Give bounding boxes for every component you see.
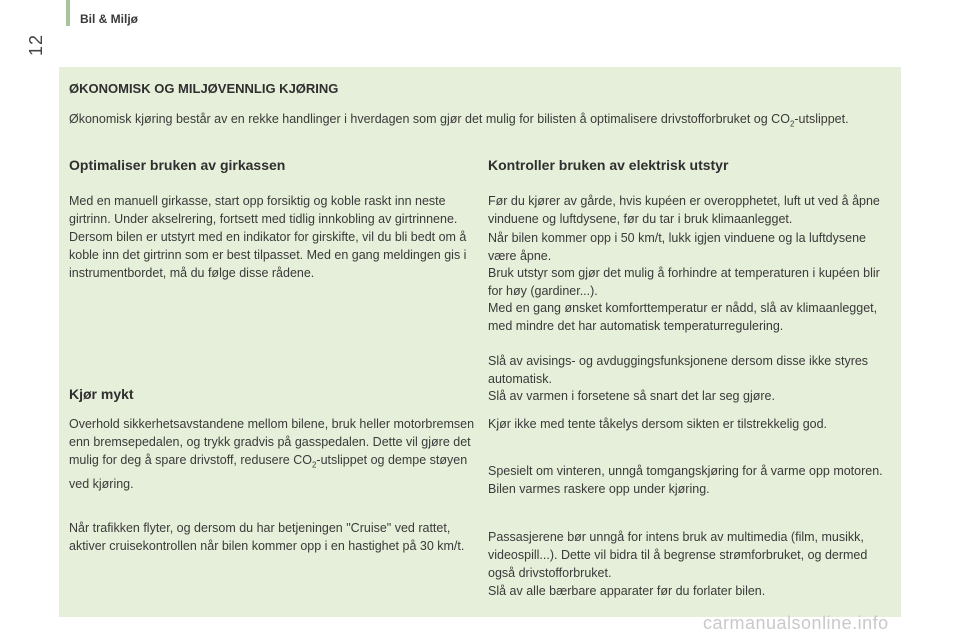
soft-driving-paragraph: Overhold sikkerhetsavstandene mellom bilene, bruk heller motorbremsen enn bremsepedalen, og trykk gradvis på gasspedalen. Dette vil gjøre det mulig for deg å spare drivstoff, redusere $CO_2$-utslippet og dempe støyen ved kjøring. bbox=[69, 417, 475, 491]
electrical-paragraph-10: Slå av alle bærbare apparater før du forlater bilen. bbox=[488, 584, 766, 598]
watermark: carmanualsonline.info bbox=[703, 613, 889, 633]
electrical-paragraph-1: Før du kjører av gårde, hvis kupéen er overopphetet, luft ut ved å åpne vinduene og luftdysene, før du tar i bruk klimaanlegget. bbox=[488, 194, 880, 226]
heading-electrical-equipment: Kontroller bruken av elektrisk utstyr bbox=[488, 157, 729, 173]
heading-drive-smoothly: Kjør mykt bbox=[69, 386, 134, 402]
electrical-paragraph-5: Slå av avisings- og avduggingsfunksjonene dersom disse ikke styres automatisk. bbox=[488, 354, 869, 386]
electrical-paragraph-6: Slå av varmen i forsetene så snart det lar seg gjøre. bbox=[488, 389, 775, 403]
electrical-paragraph-2: Når bilen kommer opp i 50 km/t, lukk igjen vinduene og la luftdysene være åpne. bbox=[488, 231, 866, 263]
page-number: 12 bbox=[26, 33, 46, 56]
cruise-paragraph: Når trafikken flyter, og dersom du har betjeningen "Cruise" ved rattet, aktiver cruisekontrollen når bilen kommer opp i en hastighet på 30 km/t. bbox=[69, 521, 465, 553]
electrical-paragraph-8: Spesielt om vinteren, unngå tomgangskjøring for å varme opp motoren. Bilen varmes raskere opp under kjøring. bbox=[488, 464, 883, 496]
soft-subscript: 2 bbox=[311, 460, 317, 470]
electrical-paragraph-3: Bruk utstyr som gjør det mulig å forhindre at temperaturen i kupéen blir for høy (gardiner...). bbox=[488, 266, 880, 298]
gearbox-paragraph: Med en manuell girkasse, start opp forsiktig og koble raskt inn neste girtrinn. Under akselrering, fortsett med tidlig innkobling av girtrinnene. Dersom bilen er utstyrt med en indikator for girskifte, vil du bli bedt om å koble inn det girtrinn som er best tilpasset. Med en gang meldingen gis i instrumentbordet, må du følge disse rådene. bbox=[69, 194, 467, 280]
electrical-paragraph-7: Kjør ikke med tente tåkelys dersom sikten er tilstrekkelig god. bbox=[488, 417, 828, 431]
heading-gearbox: Optimaliser bruken av girkassen bbox=[69, 157, 286, 173]
section-title: Bil & Miljø bbox=[80, 12, 138, 26]
section-marker-bar bbox=[66, 0, 70, 26]
electrical-paragraph-9: Passasjerene bør unngå for intens bruk av multimedia (film, musikk, videospill...). Dette vil bidra til å begrense strømforbruket, og dermed også drivstofforbruket. bbox=[488, 530, 868, 580]
intro-subscript: 2 bbox=[789, 119, 795, 129]
intro-paragraph: Økonomisk kjøring består av en rekke handlinger i hverdagen som gjør det mulig for bilisten å optimalisere drivstofforbruket og $CO_2$-utslippet. bbox=[69, 112, 849, 129]
main-title: ØKONOMISK OG MILJØVENNLIG KJØRING bbox=[69, 81, 339, 96]
electrical-paragraph-4: Med en gang ønsket komforttemperatur er nådd, slå av klimaanlegget, med mindre det har automatisk temperaturregulering. bbox=[488, 301, 878, 333]
